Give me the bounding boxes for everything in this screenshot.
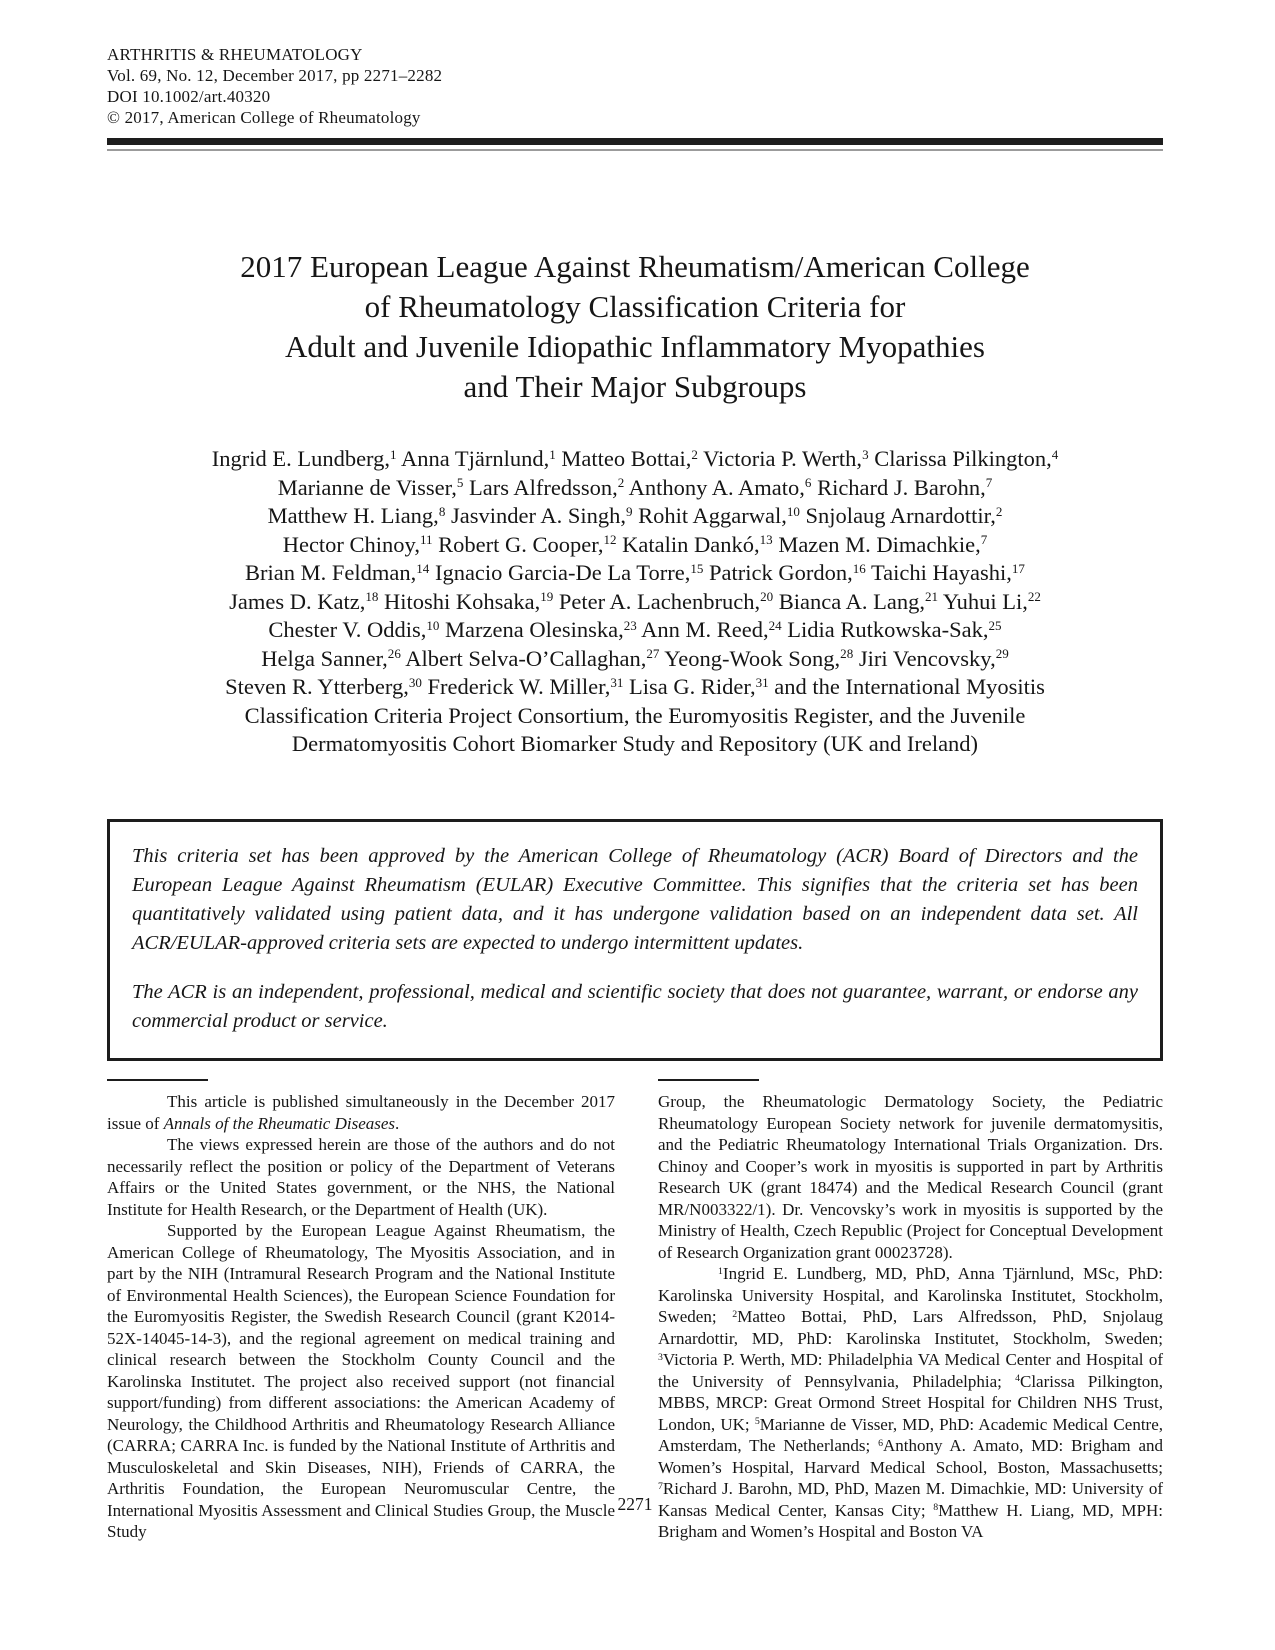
author-line: Chester V. Oddis,$^{10}$ Marzena Olesinska,$^{23}$ Ann M. Reed,$^{24}$ Lidia Rutkowska-Sak,$^{25}$: [268, 617, 1002, 642]
footnote-divider-left: [107, 1079, 208, 1082]
article-title: [107, 247, 1163, 407]
footnote-paragraph: The views expressed herein are those of the authors and do not necessarily reflect the position or policy of the Department of Veterans Affairs or the United States government, or the NHS, the National Institute for Health Research, or the Department of Health (UK).: [107, 1135, 615, 1219]
approval-paragraph: The ACR is an independent, professional, medical and scientific society that does not guarantee, warrant, or endorse any commercial product or service.: [132, 980, 1138, 1032]
masthead-line: DOI 10.1002/art.40320: [107, 87, 271, 106]
author-line: Classification Criteria Project Consortium, the Euromyositis Register, and the Juvenile: [244, 702, 1026, 728]
title-line: of Rheumatology Classification Criteria for: [364, 289, 906, 324]
footnote-column-right: [658, 1079, 1163, 1543]
author-line: Dermatomyositis Cohort Biomarker Study and Repository (UK and Ireland): [291, 731, 979, 756]
header-rule-thin: [107, 149, 1163, 151]
author-line: Ingrid E. Lundberg,$^1$ Anna Tjärnlund,$^1$ Matteo Bottai,$^2$ Victoria P. Werth,$^3$ Clarissa Pilkington,$^4$: [211, 446, 1059, 471]
title-line: 2017 European League Against Rheumatism/American College: [240, 249, 1030, 284]
approval-statement-box: [107, 819, 1163, 1061]
author-line: Matthew H. Liang,$^8$ Jasvinder A. Singh,$^9$ Rohit Aggarwal,$^{10}$ Snjolaug Arnardottir,$^2$: [267, 503, 1003, 528]
header-rule-thick: [107, 138, 1163, 145]
approval-paragraph: This criteria set has been approved by the American College of Rheumatology (ACR) Board of Directors and the European League Against Rheumatism (EULAR) Executive Committee. This signifies that the criteria set has been quantitatively validated using patient data, and it has undergone validation based on an independent data set. All ACR/EULAR-approved criteria sets are expected to undergo intermittent updates.: [132, 844, 1138, 954]
footnote-paragraph: This article is published simultaneously in the December 2017 issue of Annals of the Rheumatic Diseases.: [107, 1092, 615, 1133]
author-line: Hector Chinoy,$^{11}$ Robert G. Cooper,$^{12}$ Katalin Dankó,$^{13}$ Mazen M. Dimachkie,$^7$: [282, 531, 988, 557]
page-number: 2271: [617, 1494, 653, 1514]
author-line: Helga Sanner,$^{26}$ Albert Selva-O’Callaghan,$^{27}$ Yeong-Wook Song,$^{28}$ Jiri Vencovsky,$^{29}$: [261, 645, 1009, 671]
author-line: Steven R. Ytterberg,$^{30}$ Frederick W. Miller,$^{31}$ Lisa G. Rider,$^{31}$ and the International Myositis: [225, 674, 1045, 699]
author-list: [107, 445, 1163, 759]
footnote-paragraph: Group, the Rheumatologic Dermatology Society, the Pediatric Rheumatology European Society network for juvenile dermatomysitis, and the Pediatric Rheumatology International Trials Organization. Drs. Chinoy and Cooper’s work in myositis is supported in part by Arthritis Research UK (grant 18474) and the Medical Research Council (grant MR/N003322/1). Dr. Vencovsky’s work in myositis is supported by the Ministry of Health, Czech Republic (Project for Conceptual Development of Research Organization grant 00023728).: [658, 1092, 1163, 1262]
masthead-line: Vol. 69, No. 12, December 2017, pp 2271–2282: [107, 66, 443, 85]
footnote-column-left: [107, 1079, 615, 1543]
footnote-divider-right: [658, 1079, 759, 1082]
author-line: James D. Katz,$^{18}$ Hitoshi Kohsaka,$^{19}$ Peter A. Lachenbruch,$^{20}$ Bianca A. Lang,$^{21}$ Yuhui Li,$^{22}$: [229, 588, 1041, 614]
title-line: Adult and Juvenile Idiopathic Inflammatory Myopathies: [285, 329, 985, 364]
masthead-line: © 2017, American College of Rheumatology: [107, 108, 421, 127]
title-line: and Their Major Subgroups: [463, 369, 807, 404]
author-line: Brian M. Feldman,$^{14}$ Ignacio Garcia-De La Torre,$^{15}$ Patrick Gordon,$^{16}$ Taichi Hayashi,$^{17}$: [245, 560, 1025, 585]
journal-masthead: [107, 44, 1163, 128]
footnote-paragraph: $^1$Ingrid E. Lundberg, MD, PhD, Anna Tjärnlund, MSc, PhD: Karolinska University Hospital, and Karolinska Institutet, Stockholm, Sweden; $^2$Matteo Bottai, PhD, Lars Alfredsson, PhD, Snjolaug Arnardottir, MD, PhD: Karolinska Institutet, Stockholm, Sweden; $^3$Victoria P. Werth, MD: Philadelphia VA Medical Center and Hospital of the University of Pennsylvania, Philadelphia; $^4$Clarissa Pilkington, MBBS, MRCP: Great Ormond Street Hospital for Children NHS Trust, London, UK; $^5$Marianne de Visser, MD, PhD: Academic Medical Centre, Amsterdam, The Netherlands; $^6$Anthony A. Amato, MD: Brigham and Women’s Hospital, Harvard Medical School, Boston, Massachusetts; $^7$Richard J. Barohn, MD, PhD, Mazen M. Dimachkie, MD: University of Kansas Medical Center, Kansas City; $^8$Matthew H. Liang, MD, MPH: Brigham and Women’s Hospital and Boston VA: [658, 1264, 1164, 1541]
footnote-paragraph: Supported by the European League Against Rheumatism, the American College of Rheumatology, The Myositis Association, and in part by the NIH (Intramural Research Program and the National Institute of Environmental Health Sciences), the European Science Foundation for the Euromyositis Register, the Swedish Research Council (grant K2014-52X-14045-14-3), and the regional agreement on medical training and clinical research between the Stockholm County Council and the Karolinska Institutet. The project also received support (not financial support/funding) from different associations: the American Academy of Neurology, the Childhood Arthritis and Rheumatology Research Alliance (CARRA; CARRA Inc. is funded by the National Institute of Arthritis and Musculoskeletal and Skin Diseases, NIH), Friends of CARRA, the Arthritis Foundation, the European Neuromuscular Centre, the International Myositis Assessment and Clinical Studies Group, the Muscle Study: [107, 1221, 615, 1541]
footnote-section: [107, 1079, 1163, 1543]
author-line: Marianne de Visser,$^5$ Lars Alfredsson,$^2$ Anthony A. Amato,$^6$ Richard J. Barohn,$^7$: [277, 474, 993, 500]
footnote-paragraphs-right: [658, 1091, 1163, 1543]
masthead-line: ARTHRITIS & RHEUMATOLOGY: [107, 45, 363, 64]
footnote-paragraphs-left: [107, 1091, 615, 1543]
